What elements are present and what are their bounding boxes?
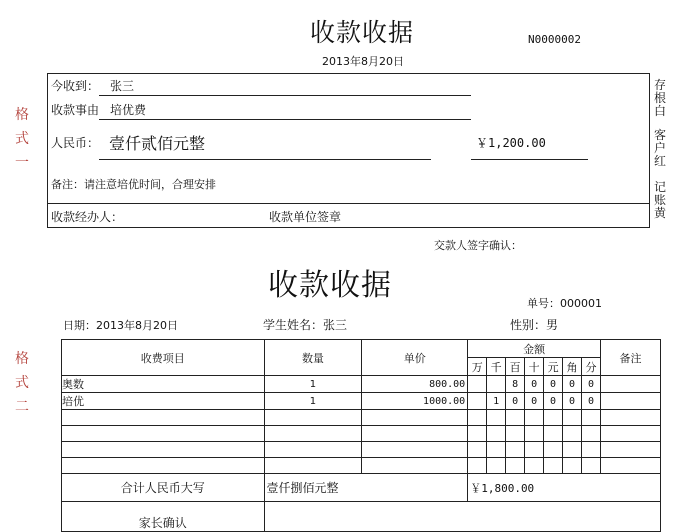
- receipt2-title: 收款收据: [268, 268, 392, 303]
- table-row: [62, 458, 661, 474]
- total-number: ￥1,800.00: [468, 474, 661, 502]
- digit-header-bai: 百: [506, 358, 525, 376]
- format1-label-text: 格式一: [15, 107, 29, 171]
- confirm-row: [62, 502, 661, 532]
- reason-value: 培优费: [110, 103, 147, 117]
- amount-number: ￥1,200.00: [476, 136, 546, 150]
- amount-words: 壹仟贰佰元整: [109, 134, 206, 153]
- row2-digit: 0: [525, 393, 544, 410]
- amount-number-line: [471, 159, 588, 160]
- receipt1-date: 2013年8月20日: [322, 55, 404, 68]
- table-header-row: [62, 340, 661, 358]
- row2-digit: 0: [506, 393, 525, 410]
- row2-digit: [468, 393, 487, 410]
- receipt2-number: 单号：000001: [527, 297, 602, 310]
- receipt2-date: 日期：2013年8月20日: [63, 319, 178, 332]
- row2-item: 培优: [62, 393, 265, 410]
- received-from-label: 今收到：: [51, 79, 100, 93]
- row1-digit: [468, 376, 487, 393]
- row1-digit: 0: [563, 376, 582, 393]
- row2-digit: 0: [563, 393, 582, 410]
- row2-remark: [600, 393, 660, 410]
- format2-label-text: 格式二: [15, 351, 29, 415]
- row1-remark: [600, 376, 660, 393]
- row2-digit: 0: [544, 393, 563, 410]
- digit-header-yuan: 元: [544, 358, 563, 376]
- total-label: 合计人民币大写: [62, 474, 265, 502]
- row1-item: 奥数: [62, 376, 265, 393]
- handler-label: 收款经办人：: [51, 210, 124, 224]
- header-remark: 备注: [600, 340, 660, 376]
- rmb-label: 人民币：: [51, 136, 100, 150]
- receipt1-number: N0000002: [528, 33, 581, 46]
- format1-side-label: [14, 103, 30, 175]
- row1-qty: 1: [264, 376, 362, 393]
- copy-label-stub-white: 存根白: [654, 78, 667, 118]
- row1-digit: 0: [582, 376, 601, 393]
- amount-words-line: [99, 159, 431, 160]
- remark-text: 备注：请注意培优时间，合理安排: [51, 178, 216, 191]
- row2-digit: 0: [582, 393, 601, 410]
- digit-header-fen: 分: [582, 358, 601, 376]
- row1-price: 800.00: [362, 376, 468, 393]
- payer-sign-label: 交款人签字确认：: [434, 239, 522, 252]
- table-row: [62, 442, 661, 458]
- table-row: [62, 376, 661, 393]
- student-gender: 性别：男: [510, 318, 559, 332]
- total-words: 壹仟捌佰元整: [264, 474, 468, 502]
- student-name: 学生姓名：张三: [263, 318, 348, 332]
- row2-qty: 1: [264, 393, 362, 410]
- row1-digit: 8: [506, 376, 525, 393]
- digit-header-wan: 万: [468, 358, 487, 376]
- handler-divider: [47, 203, 650, 204]
- copy-label-accounting-yellow: 记账黄: [654, 180, 667, 220]
- digit-header-shi: 十: [525, 358, 544, 376]
- table-row: [62, 426, 661, 442]
- unit-seal-label: 收款单位签章: [269, 210, 342, 224]
- format2-side-label: [14, 347, 30, 419]
- header-item: 收费项目: [62, 340, 265, 376]
- copy-label-customer-red: 客户红: [654, 128, 667, 168]
- received-from-value: 张三: [110, 79, 135, 93]
- digit-header-qian: 千: [487, 358, 506, 376]
- table-row: [62, 393, 661, 410]
- reason-label: 收款事由: [51, 103, 100, 117]
- digit-header-jiao: 角: [563, 358, 582, 376]
- header-price: 单价: [362, 340, 468, 376]
- row1-digit: 0: [525, 376, 544, 393]
- received-from-line: [99, 95, 471, 96]
- fee-table: [61, 339, 661, 532]
- confirm-label: 家长确认: [62, 502, 265, 532]
- table-row: [62, 410, 661, 426]
- header-amount: 金额: [468, 340, 601, 358]
- row1-digit: [487, 376, 506, 393]
- row2-digit: 1: [487, 393, 506, 410]
- total-row: [62, 474, 661, 502]
- header-qty: 数量: [264, 340, 362, 376]
- receipt1-title: 收款收据: [310, 18, 415, 47]
- reason-line: [99, 119, 471, 120]
- row2-price: 1000.00: [362, 393, 468, 410]
- row1-digit: 0: [544, 376, 563, 393]
